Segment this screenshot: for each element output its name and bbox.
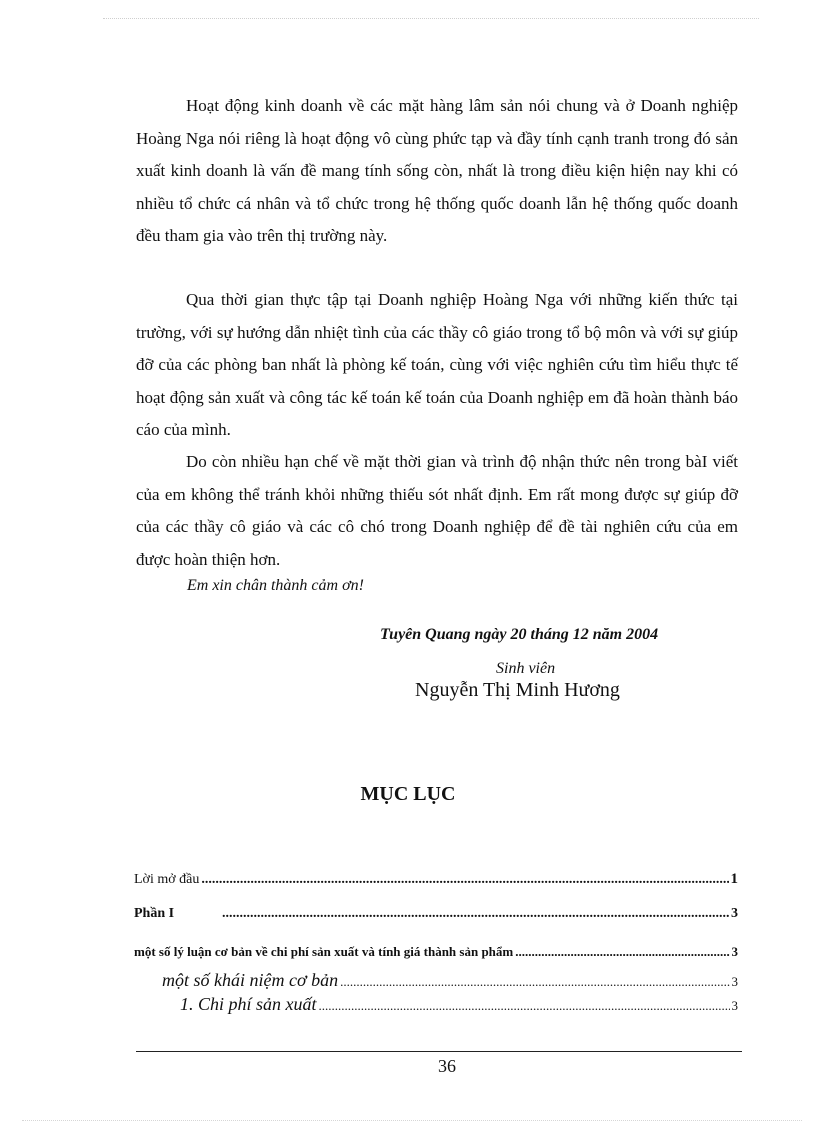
- signer-role: Sinh viên: [496, 660, 556, 677]
- toc-entry[interactable]: [162, 970, 738, 991]
- toc-leader-dots: [201, 872, 728, 888]
- page-number: 36: [438, 1056, 456, 1076]
- toc-leader-dots: [340, 974, 729, 990]
- toc-entry-page: 3: [731, 998, 738, 1013]
- place-date: Tuyên Quang ngày 20 tháng 12 năm 2004: [380, 626, 659, 643]
- toc-entry[interactable]: [180, 994, 738, 1015]
- toc-entry-page: 3: [731, 944, 738, 959]
- toc-entry-page: 1: [730, 871, 738, 887]
- footer-rule: [136, 1051, 742, 1052]
- toc-entry-label: Phần I: [134, 906, 175, 921]
- toc-entry-label: 1. Chi phí sản xuất: [180, 994, 317, 1014]
- toc-entry[interactable]: [134, 906, 738, 922]
- toc-entry-label: một số khái niệm cơ bản: [162, 970, 339, 990]
- toc-entry-page: 3: [731, 974, 738, 989]
- toc-entry-page: 3: [731, 906, 738, 921]
- toc-entry[interactable]: [134, 871, 738, 888]
- toc-entry-label: Lời mở đầu: [134, 872, 200, 887]
- toc-leader-dots: [319, 998, 730, 1014]
- signer-name: Nguyễn Thị Minh Hương: [415, 679, 620, 701]
- body-paragraph-1: Hoạt động kinh doanh về các mặt hàng lâm sản nói chung và ở Doanh nghiệp Hoàng Nga nói riêng là hoạt động vô cùng phức tạp và đầy tính cạnh tranh trong đó sản xuất kinh doanh là vấn đề mang tính sống còn, nhất là trong điều kiện hiện nay khi có nhiều tổ chức cá nhân và tổ chức trong hệ thống quốc doanh lẫn hệ thống quốc doanh đều tham gia vào trên thị trường này.: [136, 96, 738, 245]
- toc-title: MỤC LỤC: [360, 783, 456, 805]
- page-frame-top: [103, 18, 759, 19]
- body-paragraph-2: Qua thời gian thực tập tại Doanh nghiệp Hoàng Nga với những kiến thức tại trường, với sự hướng dẫn nhiệt tình của các thầy cô giáo trong tổ bộ môn và với sự giúp đỡ của các phòng ban nhất là phòng kế toán, cùng với việc nghiên cứu tìm hiểu thực tế hoạt động sản xuất và công tác kế toán kế toán của Doanh nghiệp em đã hoàn thành báo cáo của mình.: [136, 290, 738, 439]
- toc-leader-dots: [515, 944, 729, 960]
- toc-leader-dots: [222, 906, 729, 922]
- toc-entry[interactable]: [134, 944, 738, 960]
- page-frame-bottom: [22, 1120, 802, 1121]
- body-paragraph-3: Do còn nhiều hạn chế về mặt thời gian và trình độ nhận thức nên trong bàI viết của em không thể tránh khỏi những thiếu sót nhất định. Em rất mong được sự giúp đỡ của các thầy cô giáo và các cô chó trong Doanh nghiệp để đề tài nghiên cứu của em được hoàn thiện hơn.: [136, 452, 738, 569]
- thanks-line: Em xin chân thành cảm ơn!: [187, 577, 364, 594]
- toc-entry-label: một số lý luận cơ bản về chi phí sản xuất và tính giá thành sản phẩm: [134, 944, 514, 959]
